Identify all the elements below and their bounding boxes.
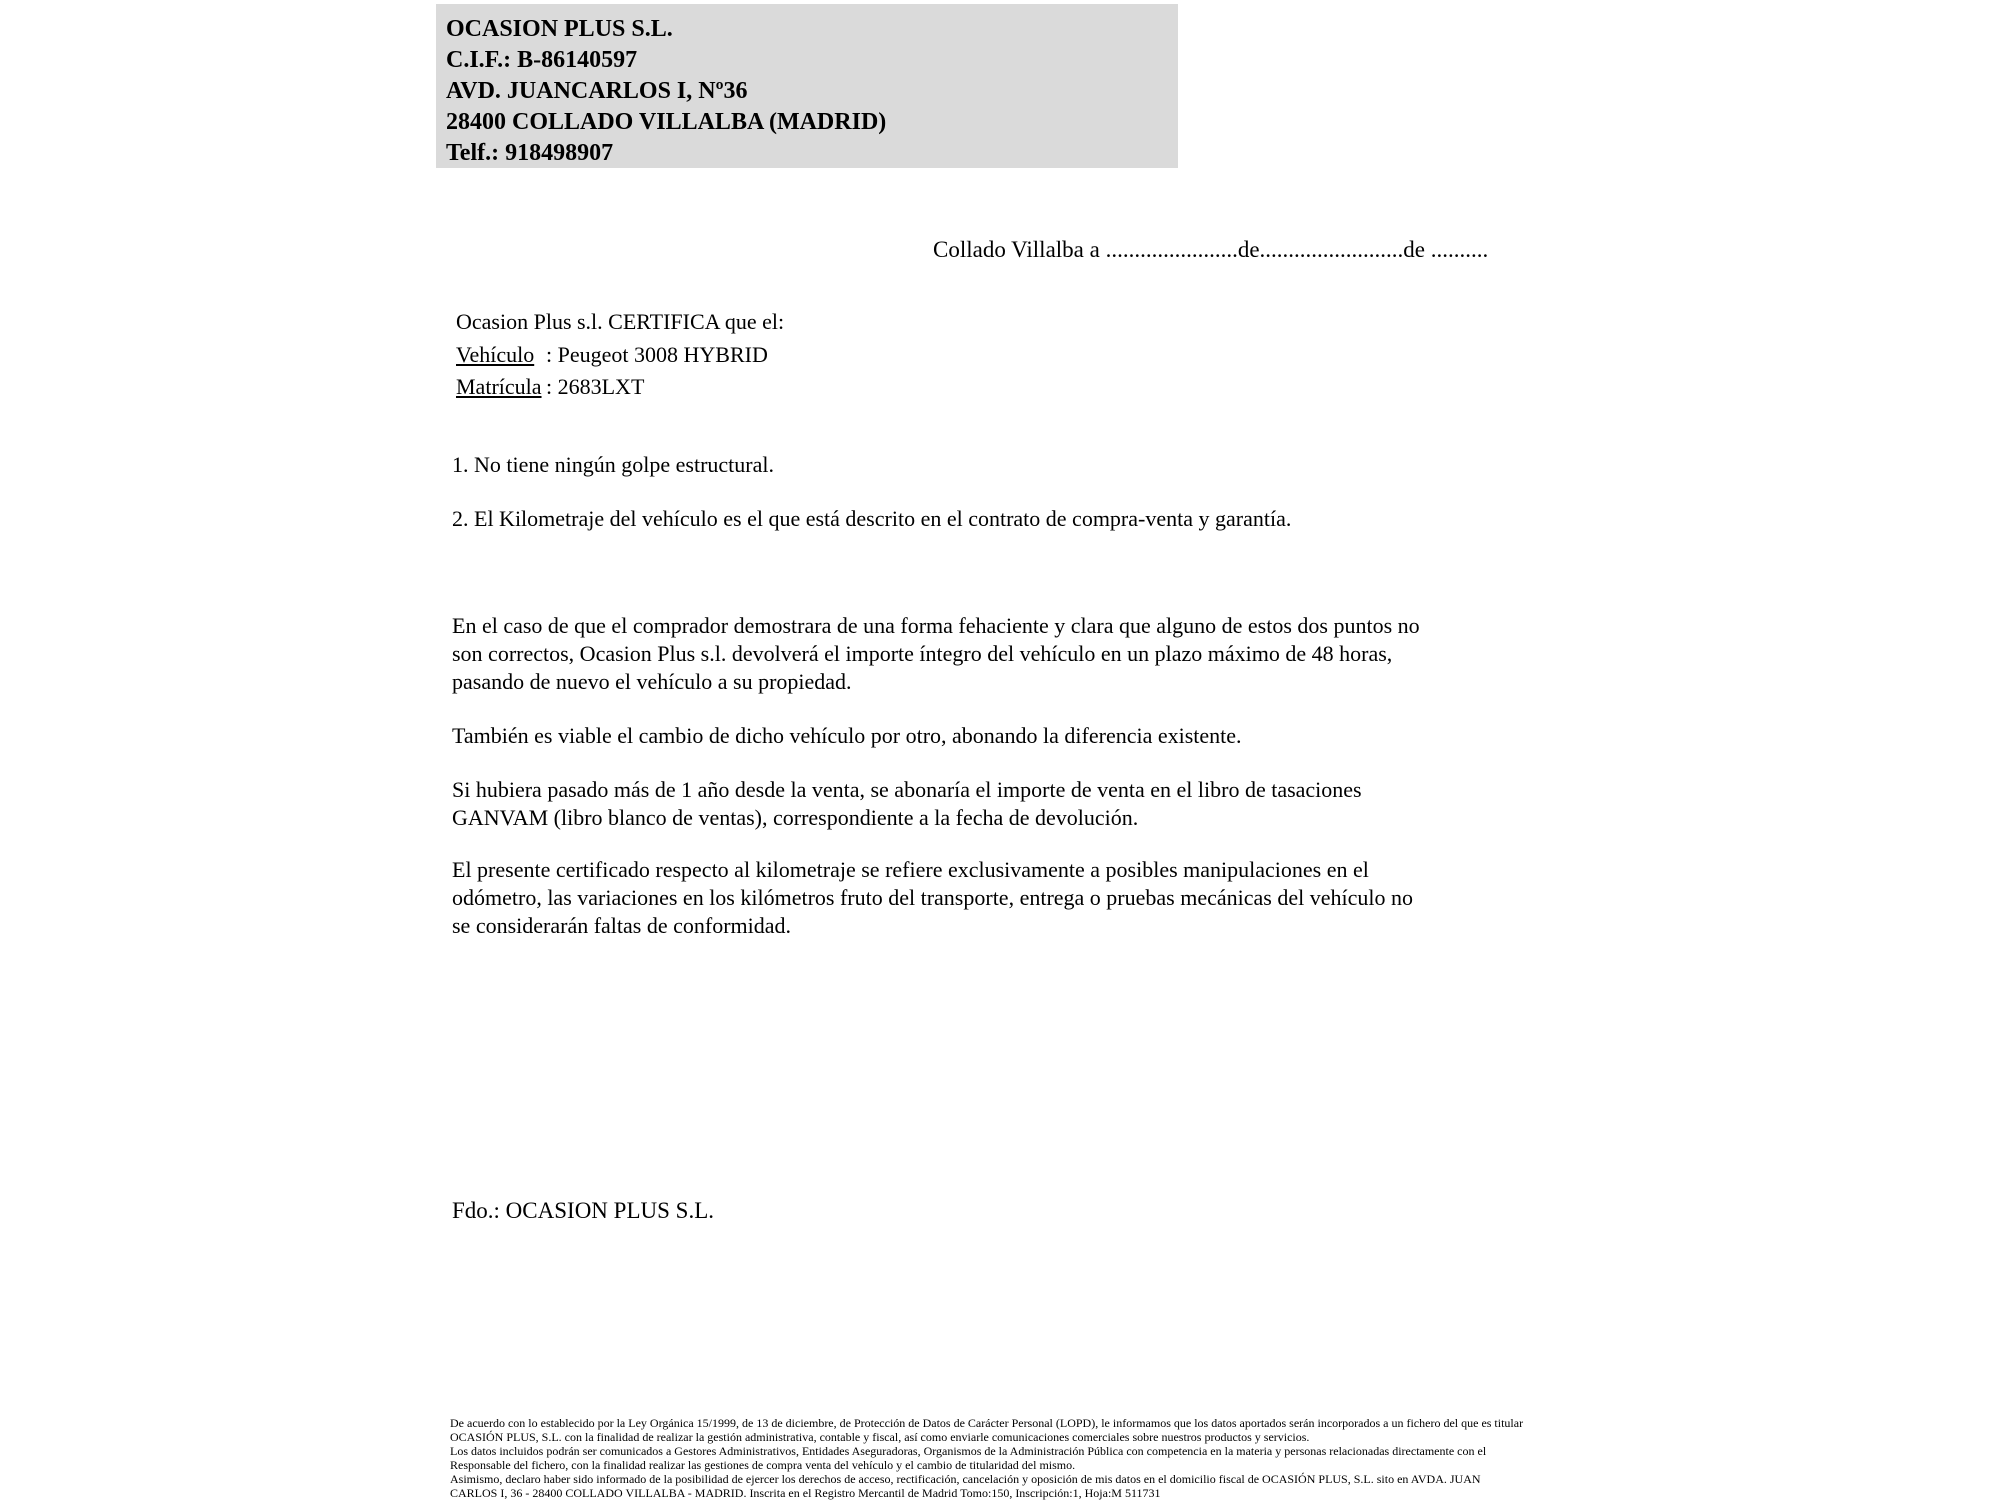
legal-footer-line: Responsable del fichero, con la finalidad realizar las gestiones de compra venta del vehículo y el cambio de titularidad del mismo.	[450, 1458, 1076, 1472]
legal-footer-line: De acuerdo con lo establecido por la Ley Orgánica 15/1999, de 13 de diciembre, de Protección de Datos de Carácter Personal (LOPD), le informamos que los datos aportados serán incorporados a un fichero del que es titular	[450, 1416, 1524, 1430]
clause-structural-damage: 1. No tiene ningún golpe estructural.	[452, 452, 774, 477]
paragraph-exchange	[452, 722, 1242, 750]
company-name: OCASION PLUS S.L.	[446, 16, 673, 42]
vehicle-row	[456, 339, 784, 372]
paragraph-odometer-line: El presente certificado respecto al kilometraje se refiere exclusivamente a posibles manipulaciones en el	[452, 857, 1369, 882]
plate-row	[456, 371, 784, 404]
plate-value: : 2683LXT	[546, 374, 645, 399]
vehicle-label: Vehículo	[456, 341, 535, 367]
company-address: AVD. JUANCARLOS I, Nº36	[446, 78, 748, 104]
paragraph-ganvam-line: GANVAM (libro blanco de ventas), correspondiente a la fecha de devolución.	[452, 805, 1139, 830]
certification-intro: Ocasion Plus s.l. CERTIFICA que el:	[456, 309, 785, 334]
clause-mileage: 2. El Kilometraje del vehículo es el que está descrito en el contrato de compra-venta y garantía.	[452, 506, 1292, 531]
paragraph-refund-line: En el caso de que el comprador demostrara de una forma fehaciente y clara que alguno de estos dos puntos no	[452, 613, 1420, 638]
company-header-box	[436, 4, 1178, 168]
legal-footer-line: Asimismo, declaro haber sido informado de la posibilidad de ejercer los derechos de acceso, rectificación, cancelación y oposición de mis datos en el domicilio fiscal de OCASIÓN PLUS, S.L. sito en AVDA. JUAN	[450, 1472, 1481, 1486]
legal-footer-line: Los datos incluidos podrán ser comunicados a Gestores Administrativos, Entidades Aseguradoras, Organismos de la Administración Pública con competencia en la materia y personas relacionadas directamente con el	[450, 1444, 1487, 1458]
paragraph-exchange-line: También es viable el cambio de dicho vehículo por otro, abonando la diferencia existente.	[452, 723, 1242, 748]
paragraph-ganvam	[452, 776, 1362, 832]
paragraph-refund-line: son correctos, Ocasion Plus s.l. devolverá el importe íntegro del vehículo en un plazo máximo de 48 horas,	[452, 641, 1393, 666]
company-phone: Telf.: 918498907	[446, 140, 614, 166]
paragraph-ganvam-line: Si hubiera pasado más de 1 año desde la venta, se abonaría el importe de venta en el libro de tasaciones	[452, 777, 1362, 802]
paragraph-odometer	[452, 856, 1413, 940]
legal-footer	[450, 1416, 1580, 1500]
paragraph-refund	[452, 612, 1420, 696]
paragraph-odometer-line: odómetro, las variaciones en los kilómetros fruto del transporte, entrega o pruebas mecánicas del vehículo no	[452, 885, 1413, 910]
paragraph-odometer-line: se considerarán faltas de conformidad.	[452, 913, 792, 938]
date-line: Collado Villalba a .......................de.........................de ..........	[933, 237, 1489, 262]
company-cif: C.I.F.: B-86140597	[446, 47, 638, 73]
legal-footer-line: CARLOS I, 36 - 28400 COLLADO VILLALBA - MADRID. Inscrita en el Registro Mercantil de Madrid Tomo:150, Inscripción:1, Hoja:M 511731	[450, 1486, 1161, 1500]
plate-label: Matrícula	[456, 374, 542, 399]
company-city: 28400 COLLADO VILLALBA (MADRID)	[446, 109, 887, 135]
paragraph-refund-line: pasando de nuevo el vehículo a su propiedad.	[452, 669, 852, 694]
signature-line: Fdo.: OCASION PLUS S.L.	[452, 1198, 714, 1223]
vehicle-value: : Peugeot 3008 HYBRID	[546, 341, 768, 367]
legal-footer-line: OCASIÓN PLUS, S.L. con la finalidad de realizar la gestión administrativa, contable y fiscal, así como enviarle comunicaciones comerciales sobre nuestros productos y servicios.	[450, 1430, 1310, 1444]
certification-block	[456, 306, 784, 404]
